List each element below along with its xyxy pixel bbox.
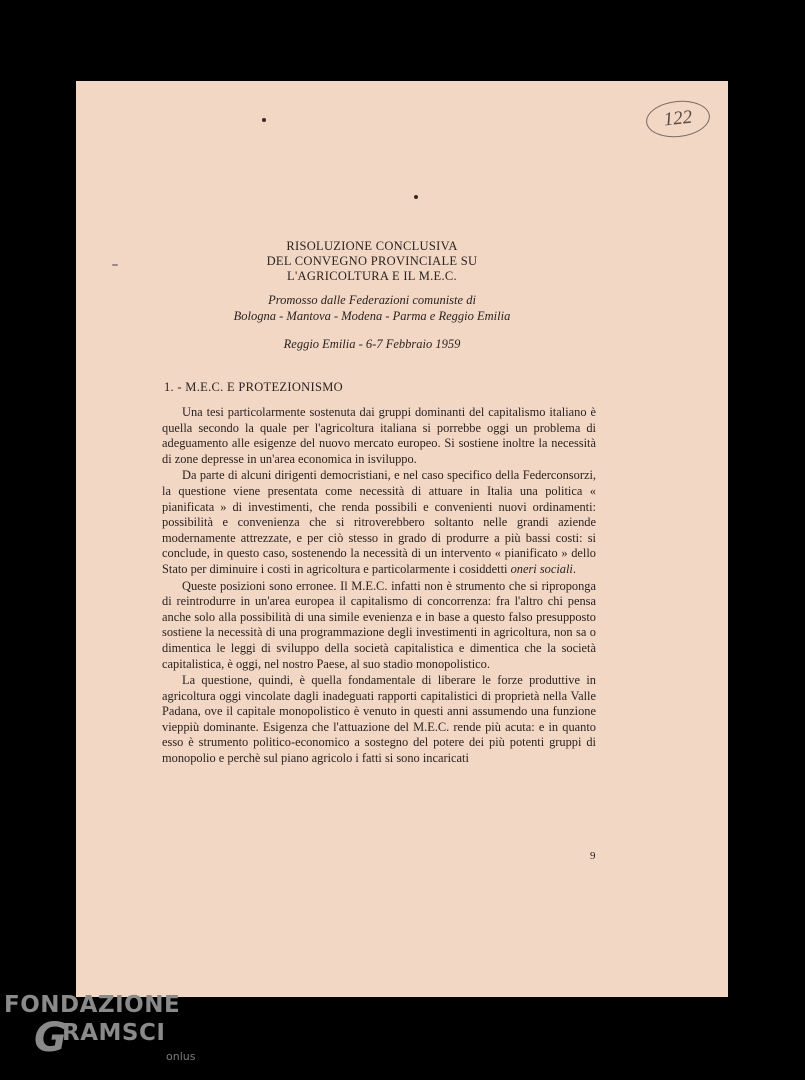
title-block [76, 239, 668, 352]
italic-suffix: . [572, 561, 576, 576]
subtitle [76, 292, 668, 324]
watermark-logo [4, 992, 204, 1072]
section-heading: 1. - M.E.C. E PROTEZIONISMO [164, 380, 343, 394]
title-line-1: RISOLUZIONE CONCLUSIVA [286, 239, 458, 253]
title-line-3: L'AGRICOLTURA E IL M.E.C. [287, 269, 457, 283]
watermark-line-1: FONDAZIONE [4, 992, 181, 1018]
document-page [76, 81, 728, 997]
title-line-2: DEL CONVEGNO PROVINCIALE SU [266, 254, 478, 268]
watermark-onlus: onlus [166, 1050, 196, 1063]
page-number: 9 [590, 850, 596, 862]
subtitle-line-2: Bologna - Mantova - Modena - Parma e Reggio Emilia [233, 309, 511, 323]
paragraph-3: Queste posizioni sono erronee. Il M.E.C. infatti non è strumento che si riproponga di reintrodurre in un'area europea il capitalismo di concorrenza: fra l'altro chi pensa anche solo alla possibilità di una simile evenienza e in base a questo falso presupposto sostiene la necessità di una programmazione degli investimenti in agricoltura, non sa o dimentica le leggi di sviluppo della società capitalistica e dimentica che la società capitalistica, è oggi, nel nostro Paese, al suo stadio monopolistico. [162, 578, 596, 671]
paragraph-2 [162, 468, 596, 577]
paper-speck [262, 118, 266, 122]
paragraph-2-text: Da parte di alcuni dirigenti democristiani, e nel caso specifico della Federconsorzi, la questione viene presentata come necessità di attuare in Italia una politica « pianificata » di investimenti, che renda possibili e convenienti nuovi ordinamenti: possibilità e convenienza che si ritroverebbero soltanto nelle grandi aziende modernamente attrezzate, e per ciò stesso in grado di produrre a più bassi costi: si conclude, in questo caso, sostenendo la necessità di un intervento « pianificato » dello Stato per diminuire i costi in agricoltura e particolarmente i cosiddetti [162, 468, 596, 576]
paragraph-1: Una tesi particolarmente sostenuta dai gruppi dominanti del capitalismo italiano è quella secondo la quale per l'agricoltura italiana si porrebbe oggi un problema di adeguamento alle esigenze del nuovo mercato europeo. Si sostiene inoltre la necessità di zone depresse in un'area economica in isviluppo. [162, 405, 596, 466]
dateline: Reggio Emilia - 6-7 Febbraio 1959 [283, 337, 461, 351]
paragraph-4: La questione, quindi, è quella fondamentale di liberare le forze produttive in agricoltura oggi vincolate dagli inadeguati rapporti capitalistici di proprietà nella Valle Padana, ove il capitale monopolistico è venuto in questi anni assumendo una funzione vieppiù dominante. Esigenza che l'attuazione del M.E.C. rende più acuta: e in quanto esso è strumento politico-economico a sostegno del potere dei più potenti gruppi di monopolio e perchè sul piano agricolo i fatti si sono incaricati [162, 673, 596, 766]
watermark-line-2: RAMSCI [62, 1020, 166, 1046]
subtitle-line-1: Promosso dalle Federazioni comuniste di [268, 293, 476, 307]
italic-phrase: oneri sociali [510, 561, 573, 576]
body-text [162, 405, 596, 768]
watermark-g-letter: G [34, 1015, 67, 1061]
archive-number: 122 [644, 98, 711, 140]
paper-speck [414, 195, 418, 199]
